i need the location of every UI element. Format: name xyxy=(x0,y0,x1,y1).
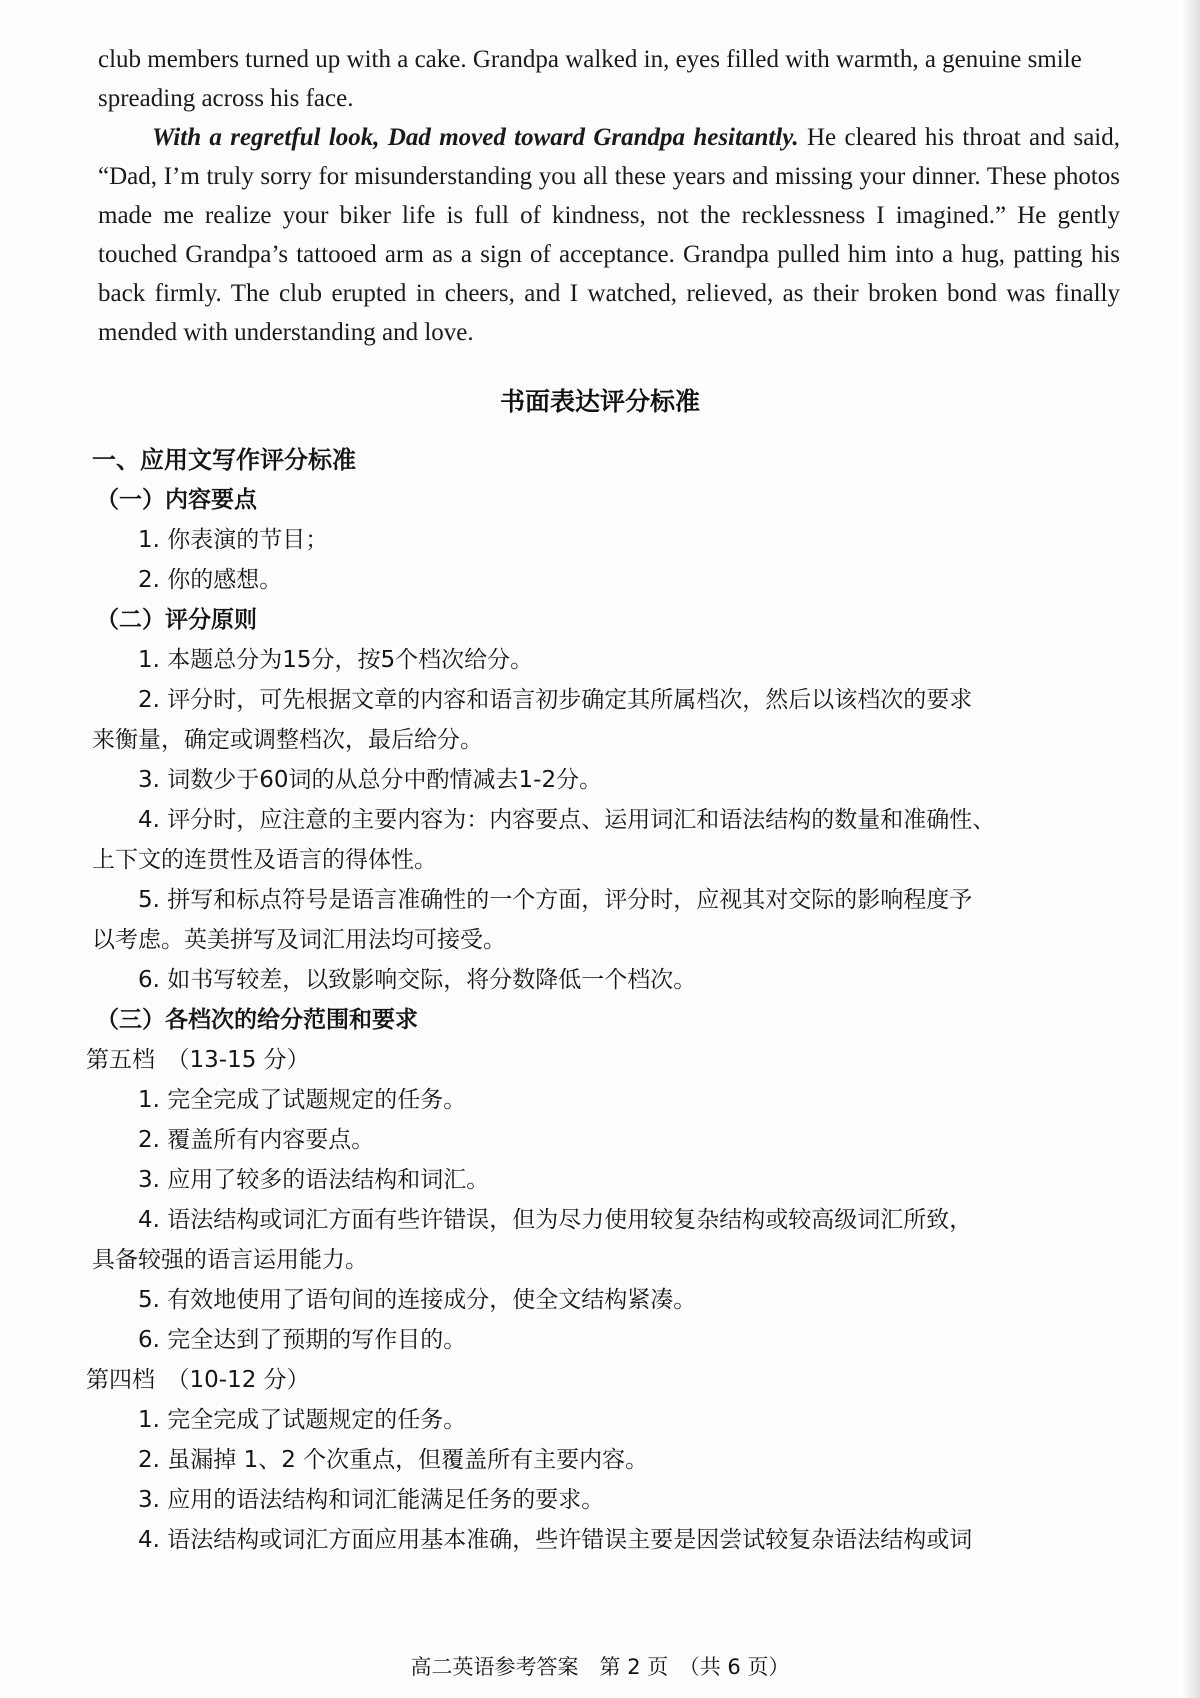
list-item: 2. 覆盖所有内容要点。 xyxy=(138,1127,375,1153)
list-item: 4. 评分时，应注意的主要内容为：内容要点、运用词汇和语法结构的数量和准确性、 xyxy=(138,807,996,833)
list-item-continuation: 以考虑。英美拼写及词汇用法均可接受。 xyxy=(92,927,506,953)
list-item: 4. 语法结构或词汇方面应用基本准确，些许错误主要是因尝试较复杂语法结构或词 xyxy=(138,1527,973,1553)
list-item-continuation: 上下文的连贯性及语言的得体性。 xyxy=(92,847,437,873)
list-item-continuation: 具备较强的语言运用能力。 xyxy=(92,1247,368,1273)
list-item: 6. 完全达到了预期的写作目的。 xyxy=(138,1327,467,1353)
english-paragraph-1-text: club members turned up with a cake. Grandpa walked in, eyes filled with warmth, a genuine smile spreading across his face. xyxy=(98,46,1082,112)
tier-5-label: 第五档 （13-15 分） xyxy=(86,1047,310,1073)
list-item: 1. 完全完成了试题规定的任务。 xyxy=(138,1087,467,1113)
list-item: 1. 你表演的节目； xyxy=(138,527,329,553)
paragraph-body: He cleared his throat and said, “Dad, I’m truly sorry for misunderstanding you all these years and missing your dinner. These photos made me realize your biker life is full of kindness, not the recklessness I imagined.” He gently touched Grandpa’s tattooed arm as a sign of acceptance. Grandpa pulled him into a hug, patting his back firmly. The club erupted in cheers, and I watched, relieved, as their broken bond was finally mended with understanding and love. xyxy=(98,124,1120,346)
list-item: 2. 你的感想。 xyxy=(138,567,283,593)
scoring-criteria xyxy=(86,440,1122,1560)
list-item: 1. 完全完成了试题规定的任务。 xyxy=(138,1407,467,1433)
list-item: 3. 应用的语法结构和词汇能满足任务的要求。 xyxy=(138,1487,605,1513)
list-item: 1. 本题总分为15分，按5个档次给分。 xyxy=(138,647,534,673)
list-item: 6. 如书写较差，以致影响交际，将分数降低一个档次。 xyxy=(138,967,697,993)
tiers-heading: （三）各档次的给分范围和要求 xyxy=(96,1007,418,1033)
list-item: 2. 评分时，可先根据文章的内容和语言初步确定其所属档次，然后以该档次的要求 xyxy=(138,687,973,713)
english-paragraph-2-text xyxy=(98,118,1120,352)
list-item: 5. 有效地使用了语句间的连接成分，使全文结构紧凑。 xyxy=(138,1287,697,1313)
list-item: 3. 应用了较多的语法结构和词汇。 xyxy=(138,1167,490,1193)
list-item-continuation: 来衡量，确定或调整档次，最后给分。 xyxy=(92,727,483,753)
list-item: 4. 语法结构或词汇方面有些许错误，但为尽力使用较复杂结构或较高级词汇所致， xyxy=(138,1207,973,1233)
page-edge-shadow xyxy=(1182,0,1200,1698)
paragraph-lead-sentence: With a regretful look, Dad moved toward Grandpa hesitantly. xyxy=(152,124,799,151)
list-item: 3. 词数少于60词的从总分中酌情减去1-2分。 xyxy=(138,767,603,793)
section-title: 书面表达评分标准 xyxy=(499,387,700,416)
tier-4-label: 第四档 （10-12 分） xyxy=(86,1367,310,1393)
english-paragraph-1 xyxy=(98,40,1120,118)
content-points-heading: （一）内容要点 xyxy=(96,487,257,513)
list-item: 5. 拼写和标点符号是语言准确性的一个方面，评分时，应视其对交际的影响程度予 xyxy=(138,887,973,913)
principles-heading: （二）评分原则 xyxy=(96,607,257,633)
list-item: 2. 虽漏掉 1、2 个次重点，但覆盖所有主要内容。 xyxy=(138,1447,649,1473)
page-footer: 高二英语参考答案 第 2 页 （共 6 页） xyxy=(410,1655,790,1679)
criteria-heading: 一、应用文写作评分标准 xyxy=(92,446,356,474)
english-paragraph-2 xyxy=(98,118,1120,352)
